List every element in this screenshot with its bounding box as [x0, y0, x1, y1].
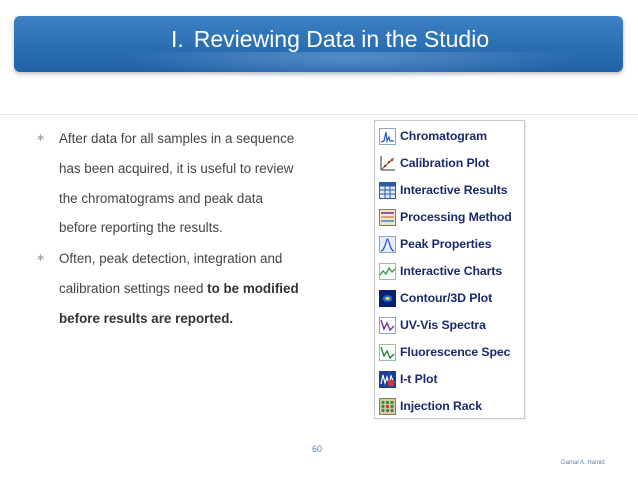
menu-item-label: I-t Plot — [400, 372, 438, 386]
bullet-item — [36, 244, 301, 333]
menu-item-processing-method[interactable] — [379, 206, 512, 228]
menu-item-label: Fluorescence Spec — [400, 345, 511, 359]
processing-method-icon — [379, 209, 396, 226]
uv-vis-spectra-icon — [379, 317, 396, 334]
title-label: Reviewing Data in the Studio — [193, 26, 490, 52]
peak-properties-icon — [379, 236, 396, 253]
menu-item-label: Injection Rack — [400, 399, 482, 413]
title-number: I. — [171, 26, 184, 52]
slide-title — [171, 26, 489, 53]
menu-item-label: Peak Properties — [400, 237, 492, 251]
divider — [0, 114, 638, 115]
menu-item-injection-rack[interactable] — [379, 395, 482, 417]
interactive-results-icon — [379, 182, 396, 199]
bullet-item — [36, 124, 301, 243]
menu-item-uv-vis-spectra[interactable] — [379, 314, 486, 336]
fluorescence-spec-icon — [379, 344, 396, 361]
bullet-marker: ∗ — [36, 252, 46, 265]
i-t-plot-icon — [379, 371, 396, 388]
menu-item-peak-properties[interactable] — [379, 233, 491, 255]
menu-item-chromatogram[interactable] — [379, 125, 487, 147]
menu-item-i-t-plot[interactable] — [379, 368, 437, 390]
title-glow — [120, 52, 580, 80]
bullet-text: Often, peak detection, integration and calibration settings need — [59, 251, 283, 296]
menu-item-label: Interactive Results — [400, 183, 508, 197]
menu-item-calibration-plot[interactable] — [379, 152, 489, 174]
studio-view-menu — [374, 120, 525, 419]
interactive-charts-icon — [379, 263, 396, 280]
bullet-marker: ∗ — [36, 132, 46, 144]
author-credit: Gamal A. Hamid — [561, 460, 605, 466]
menu-item-interactive-results[interactable] — [379, 179, 507, 201]
menu-item-fluorescence-spec[interactable] — [379, 341, 510, 363]
menu-item-label: Calibration Plot — [400, 156, 490, 170]
injection-rack-icon — [379, 398, 396, 415]
contour-3d-plot-icon — [379, 290, 396, 307]
menu-item-label: Processing Method — [400, 210, 512, 224]
bullet-list — [36, 124, 301, 334]
menu-item-label: UV-Vis Spectra — [400, 318, 486, 332]
menu-item-interactive-charts[interactable] — [379, 260, 502, 282]
page-number: 60 — [312, 444, 323, 454]
chromatogram-icon — [379, 128, 396, 145]
calibration-plot-icon — [379, 155, 396, 172]
menu-item-label: Contour/3D Plot — [400, 291, 493, 305]
menu-item-label: Chromatogram — [400, 129, 487, 143]
menu-item-label: Interactive Charts — [400, 264, 503, 278]
bullet-text-bold: to be modified before results are reported. — [59, 280, 299, 326]
menu-item-contour-3d-plot[interactable] — [379, 287, 492, 309]
bullet-text: After data for all samples in a sequence has been acquired, it is useful to review the chromatograms and peak data before reporting the results. — [59, 131, 295, 236]
